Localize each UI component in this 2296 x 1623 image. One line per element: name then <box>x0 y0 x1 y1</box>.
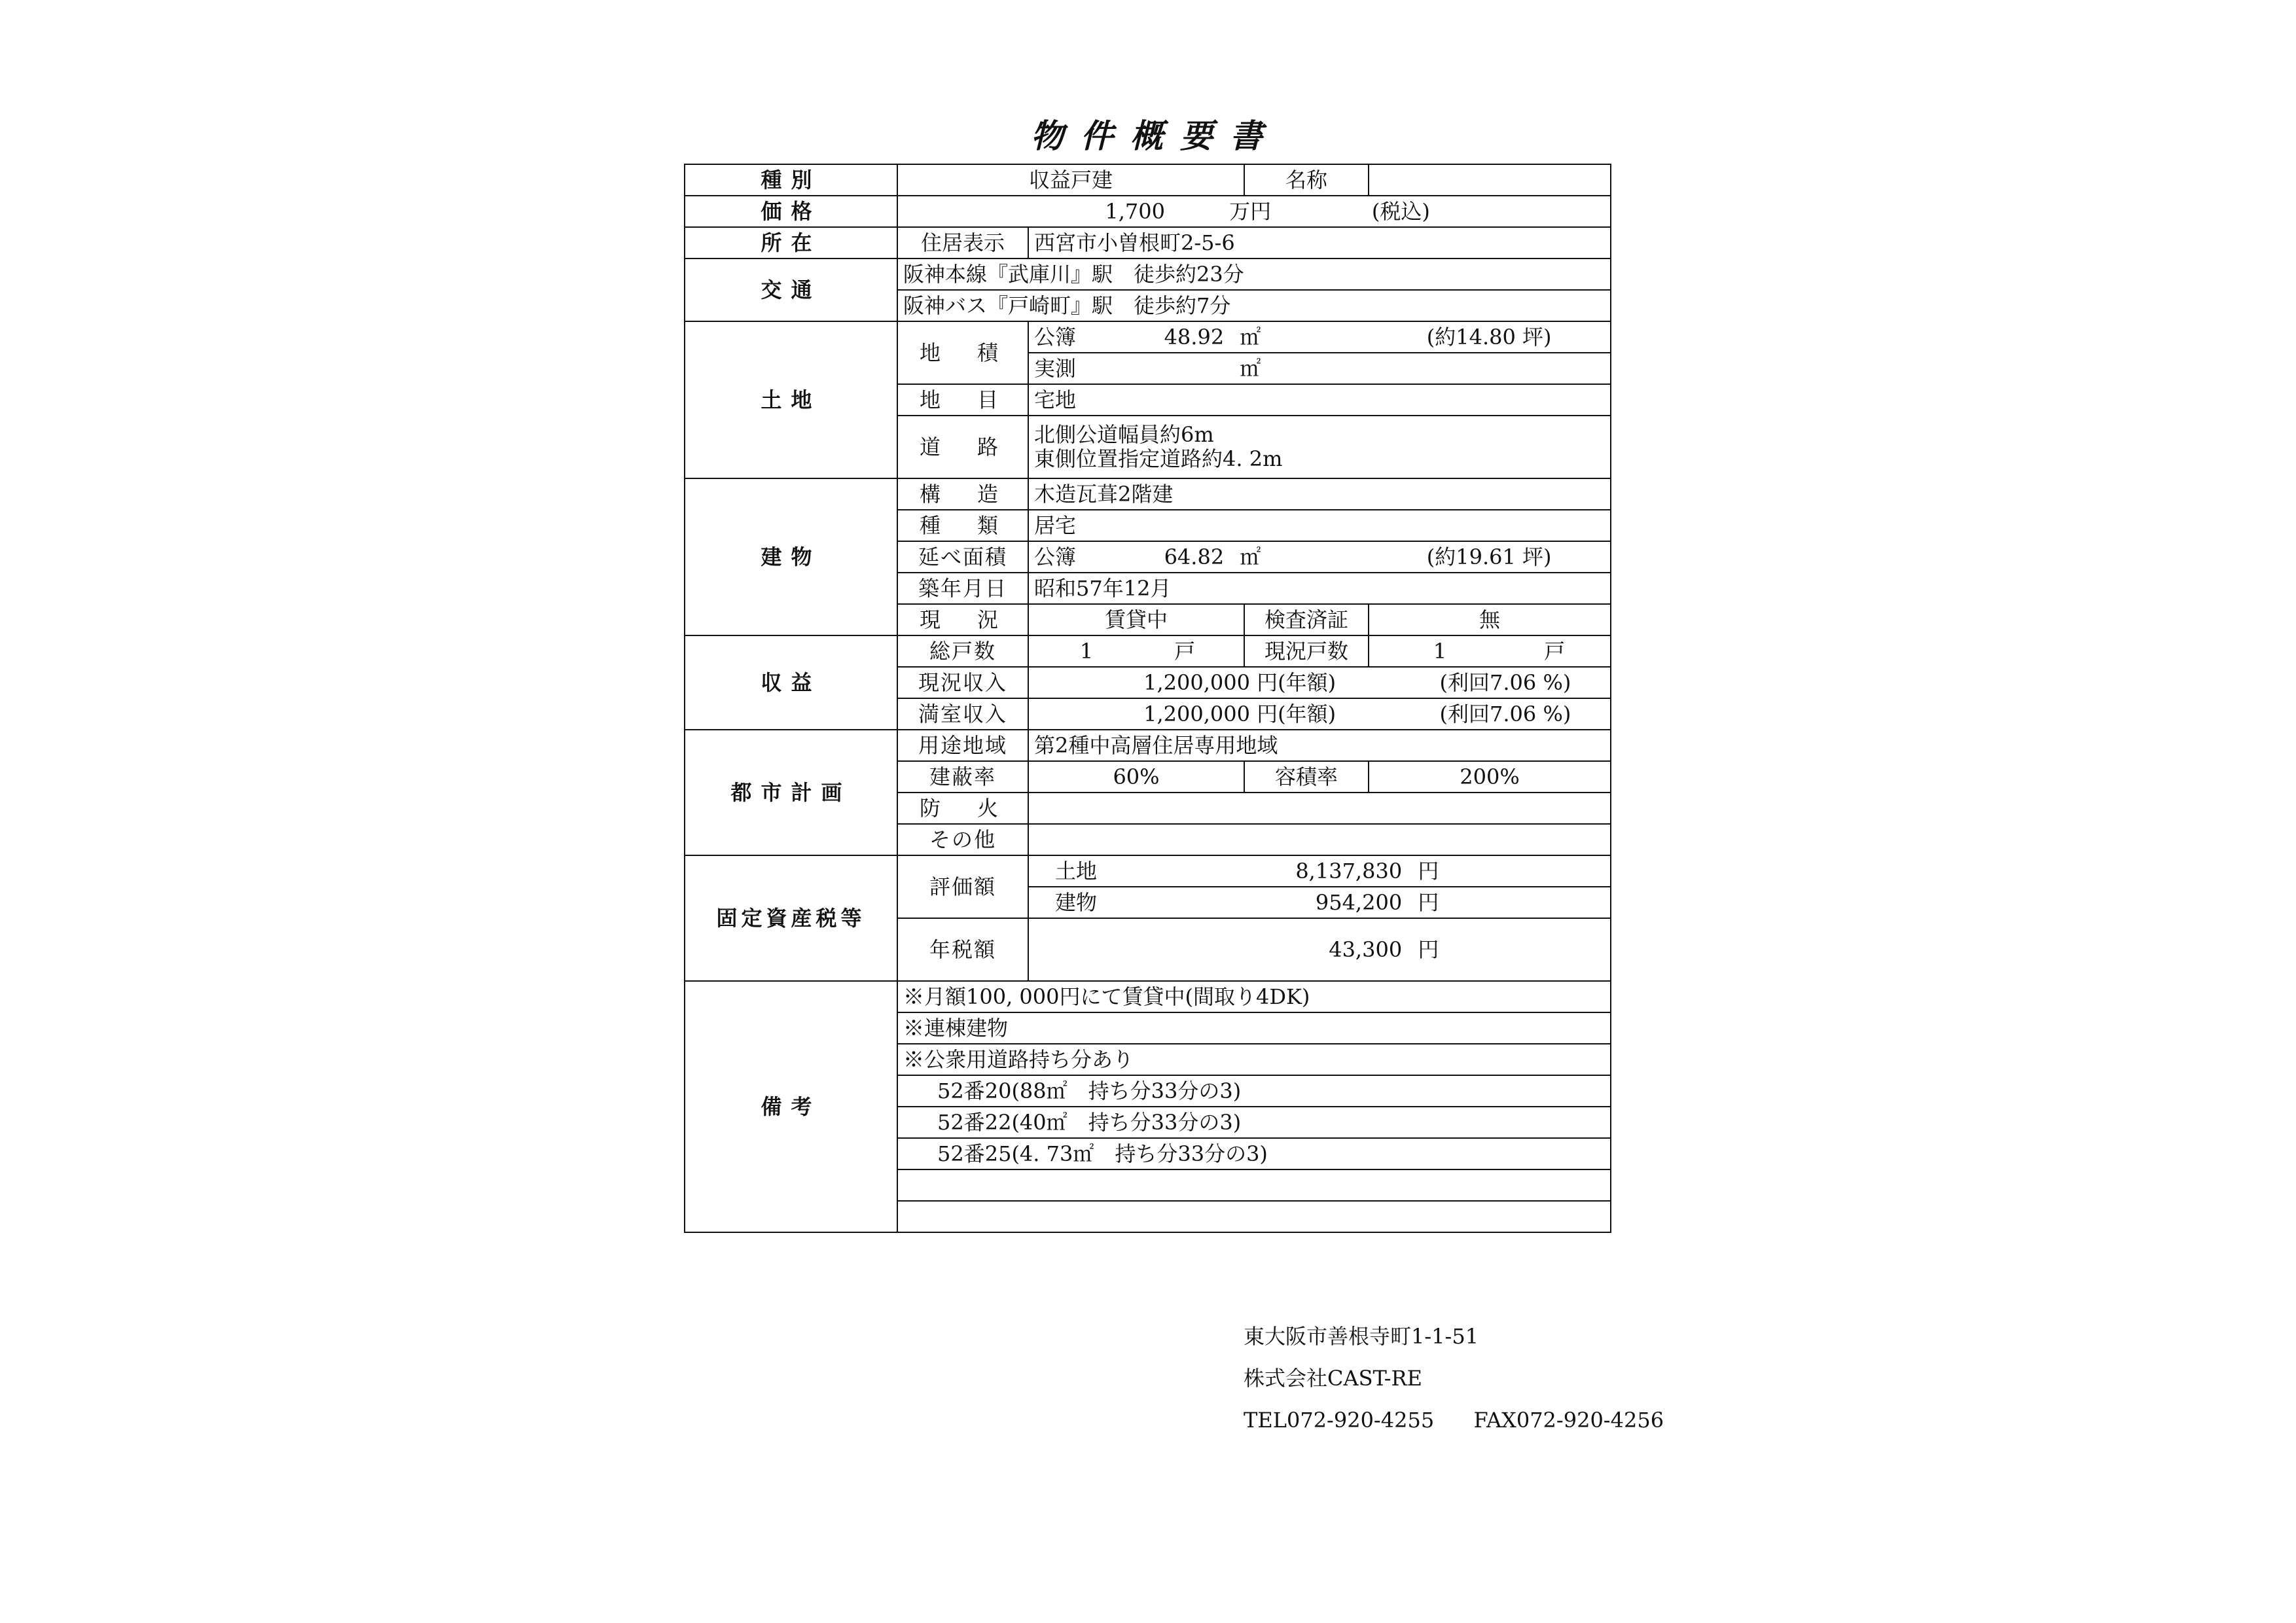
annual-tax-cell <box>1028 918 1611 981</box>
units-value: 1 <box>1079 638 1094 664</box>
company-name: 株式会社CAST-RE <box>1244 1366 1423 1391</box>
floor-tsubo: (約19.61 坪) <box>1426 544 1552 569</box>
remark-line: 52番22(40㎡ 持ち分33分の3) <box>897 1107 1611 1138</box>
road-2: 東側位置指定道路約4. 2m <box>1034 446 1283 471</box>
inspection-label: 検査済証 <box>1244 604 1369 635</box>
units-cell <box>1028 635 1244 667</box>
current-units-unit: 戸 <box>1544 638 1566 664</box>
zoning-label: 用途地域 <box>897 730 1028 761</box>
road-cell <box>1028 416 1611 478</box>
other-value <box>1028 824 1611 855</box>
row-type <box>685 164 1611 196</box>
units-label: 総戸数 <box>897 635 1028 667</box>
far-label: 容積率 <box>1244 761 1369 793</box>
row-location <box>685 227 1611 259</box>
land-survey-unit: ㎡ <box>1240 355 1261 381</box>
assessed-land-value: 8,137,830 <box>1295 859 1403 883</box>
row-assessed <box>685 855 1611 918</box>
built-label: 築年月日 <box>897 573 1028 604</box>
assessed-land-unit: 円 <box>1418 859 1439 883</box>
type-label: 種別 <box>685 164 897 196</box>
zoning-value: 第2種中高層住居専用地域 <box>1028 730 1611 761</box>
building-label: 建物 <box>685 478 897 635</box>
property-summary-table <box>684 164 1611 1233</box>
company-contact <box>1244 1399 1664 1441</box>
full-income-unit: 円(年額) <box>1257 701 1336 726</box>
document-title: 物件概要書 <box>1031 116 1280 155</box>
transport-2: 阪神バス『戸崎町』駅 徒歩約7分 <box>897 290 1611 321</box>
assessed-building-unit: 円 <box>1418 890 1439 915</box>
price-cell <box>897 196 1611 227</box>
remark-line: ※連棟建物 <box>897 1012 1611 1044</box>
current-income-label: 現況収入 <box>897 667 1028 698</box>
assessed-cell <box>1028 855 1611 918</box>
current-units-cell <box>1369 635 1611 667</box>
price-tax: (税込) <box>1371 198 1430 224</box>
full-yield: (利回7.06 %) <box>1439 701 1571 726</box>
other-label: その他 <box>897 824 1028 855</box>
land-label: 土地 <box>685 321 897 478</box>
row-price <box>685 196 1611 227</box>
fire-label: 防 火 <box>897 793 1028 824</box>
current-units-value: 1 <box>1433 638 1447 664</box>
full-income-label: 満室収入 <box>897 698 1028 730</box>
remarks-label: 備考 <box>685 981 897 1232</box>
assessed-building-line <box>1029 887 1610 918</box>
road-1: 北側公道幅員約6m <box>1034 422 1214 448</box>
price-label: 価格 <box>685 196 897 227</box>
structure-label: 構 造 <box>897 478 1028 510</box>
income-label: 収益 <box>685 635 897 730</box>
annual-tax-value: 43,300 <box>1329 936 1403 962</box>
floor-value: 64.82 <box>1164 544 1225 569</box>
status-label: 現 況 <box>897 604 1028 635</box>
company-tel: TEL072-920-4255 <box>1244 1408 1435 1433</box>
far-value: 200% <box>1369 761 1611 793</box>
tax-label: 固定資産税等 <box>685 855 897 981</box>
structure-value: 木造瓦葺2階建 <box>1028 478 1611 510</box>
address-label: 住居表示 <box>897 227 1028 259</box>
current-income-unit: 円(年額) <box>1257 669 1336 695</box>
city-label: 都市計画 <box>685 730 897 855</box>
land-category-value: 宅地 <box>1028 384 1611 416</box>
name-label: 名称 <box>1244 164 1369 196</box>
floor-registry-label: 公簿 <box>1034 544 1077 569</box>
current-income-value: 1,200,000 <box>1143 669 1250 695</box>
row-land-registry <box>685 321 1611 353</box>
land-survey-label: 実測 <box>1034 355 1077 381</box>
assessed-land-line <box>1029 856 1610 887</box>
kind-value: 居宅 <box>1028 510 1611 541</box>
current-units-label: 現況戸数 <box>1244 635 1369 667</box>
transport-1: 阪神本線『武庫川』駅 徒歩約23分 <box>897 259 1611 290</box>
company-fax: FAX072-920-4256 <box>1473 1408 1664 1433</box>
name-value <box>1369 164 1611 196</box>
row-zoning <box>685 730 1611 761</box>
coverage-value: 60% <box>1028 761 1244 793</box>
assessed-label: 評価額 <box>897 855 1028 918</box>
company-info <box>1244 1315 1664 1441</box>
annual-tax-unit: 円 <box>1418 936 1439 962</box>
address-value: 西宮市小曽根町2-5-6 <box>1028 227 1611 259</box>
full-income-cell <box>1028 698 1611 730</box>
annual-tax-label: 年税額 <box>897 918 1028 981</box>
land-category-label: 地 目 <box>897 384 1028 416</box>
assessed-building-value: 954,200 <box>1315 890 1403 915</box>
land-registry-label: 公簿 <box>1034 324 1077 349</box>
assessed-building-label: 建物 <box>1055 890 1098 915</box>
remark-line <box>897 1201 1611 1232</box>
full-income-value: 1,200,000 <box>1143 701 1250 726</box>
floor-cell <box>1028 541 1611 573</box>
road-label: 道 路 <box>897 416 1028 478</box>
type-value: 収益戸建 <box>897 164 1244 196</box>
inspection-value: 無 <box>1369 604 1611 635</box>
remark-line: ※月額100, 000円にて賃貸中(間取り4DK) <box>897 981 1611 1012</box>
remark-line: 52番25(4. 73㎡ 持ち分33分の3) <box>897 1138 1611 1169</box>
fire-value <box>1028 793 1611 824</box>
current-yield: (利回7.06 %) <box>1439 669 1571 695</box>
land-tsubo: (約14.80 坪) <box>1426 324 1552 349</box>
coverage-label: 建蔽率 <box>897 761 1028 793</box>
current-income-cell <box>1028 667 1611 698</box>
kind-label: 種 類 <box>897 510 1028 541</box>
assessed-land-label: 土地 <box>1055 859 1098 883</box>
transport-label: 交通 <box>685 259 897 321</box>
price-unit: 万円 <box>1229 198 1272 224</box>
units-unit: 戸 <box>1174 638 1196 664</box>
row-remarks <box>685 981 1611 1012</box>
price-value: 1,700 <box>1105 198 1165 224</box>
land-survey-cell <box>1028 353 1611 384</box>
location-label: 所在 <box>685 227 897 259</box>
remark-line <box>897 1169 1611 1201</box>
remark-line: 52番20(88㎡ 持ち分33分の3) <box>897 1075 1611 1107</box>
remark-line: ※公衆用道路持ち分あり <box>897 1044 1611 1075</box>
floor-unit: ㎡ <box>1240 544 1261 569</box>
land-unit: ㎡ <box>1240 324 1261 349</box>
row-transport-1 <box>685 259 1611 290</box>
land-area-label: 地 積 <box>897 321 1028 384</box>
row-structure <box>685 478 1611 510</box>
land-registry-value: 48.92 <box>1164 324 1225 349</box>
land-registry-cell <box>1028 321 1611 353</box>
row-units <box>685 635 1611 667</box>
floor-label: 延べ面積 <box>897 541 1028 573</box>
status-value: 賃貸中 <box>1028 604 1244 635</box>
company-address: 東大阪市善根寺町1-1-51 <box>1244 1324 1479 1349</box>
built-value: 昭和57年12月 <box>1028 573 1611 604</box>
